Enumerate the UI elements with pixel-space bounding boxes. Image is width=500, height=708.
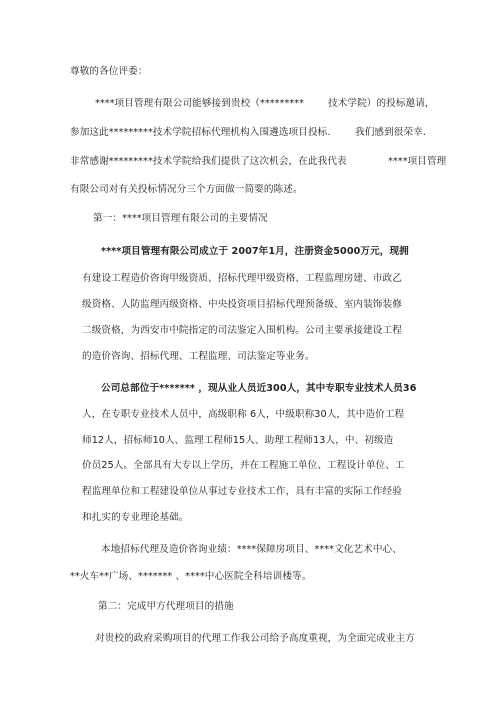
- section1-para1-line-4: 二级资格，为西安市中院指定的司法鉴定入围机构。公司主要承接建设工程: [82, 325, 402, 336]
- section1-para1-line-5: 的造价咨询、招标代理、工程监理、司法鉴定等业务。: [82, 351, 315, 362]
- section2-para1-line-1: 对贵校的政府采购项目的代理工作我公司给予高度重视，为全面完成业主方: [95, 633, 415, 644]
- intro-line-3b: ****项目管理: [388, 156, 447, 167]
- intro-line-1a: ****项目管理有限公司能够接到贵校（*********: [95, 98, 305, 109]
- section1-para2-line-4: 价员25人。全部具有大专以上学历，并在工程施工单位、工程设计单位、工: [82, 460, 405, 471]
- greeting: 尊敬的各位评委：: [70, 66, 148, 77]
- section1-para3-line-1: 本地招标代理及造价咨询业绩：****保障房项目、****文化艺术中心、: [101, 544, 402, 555]
- section1-para1-line-3: 级资格、人防监理丙级资格、中央投资项目招标代理预备级、室内装饰装修: [82, 299, 402, 310]
- section1-heading: 第一：****项目管理有限公司的主要情况: [93, 213, 268, 224]
- intro-line-2a: 参加这此*********技术学院招标代理机构入围遴选项目投标.: [70, 127, 331, 138]
- section1-para1-line-1: ****项目管理有限公司成立于 2007年1月，注册资金5000万元，现拥: [101, 246, 409, 257]
- section1-para2-line-6: 和扎实的专业理论基础。: [82, 512, 189, 523]
- section1-para2-line-1: 公司总部位于******* ，现从业人员近300人，其中专职专业技术人员36: [101, 383, 417, 394]
- section1-para2-line-3: 师12人，招标师10人、监理工程师15人、助理工程师13人，中、初级造: [82, 435, 394, 446]
- intro-line-2b: 我们感到很荣幸.: [355, 127, 427, 138]
- section1-para3-line-2: **火车**广场、******* 、****中心医院全科培训楼等。: [70, 571, 312, 582]
- section2-heading: 第二：完成甲方代理项目的措施: [98, 601, 234, 612]
- intro-line-4: 有限公司对有关投标情况分三个方面做一简要的陈述。: [70, 184, 303, 195]
- section1-para2-line-2: 人，在专职专业技术人员中，高级职称 6人，中级职称30人，其中造价工程: [82, 409, 405, 420]
- section1-para1-line-2: 有建设工程造价咨询甲级资质、招标代理甲级资格、工程监理房建、市政乙: [82, 273, 402, 284]
- intro-line-1b: 技术学院）的投标邀请，: [328, 98, 435, 109]
- intro-line-3a: 非常感谢*********技术学院给我们提供了这次机会，在此我代表: [70, 156, 347, 167]
- section1-para2-line-5: 程监理单位和工程建设单位从事过专业技术工作，具有丰富的实际工作经验: [82, 486, 402, 497]
